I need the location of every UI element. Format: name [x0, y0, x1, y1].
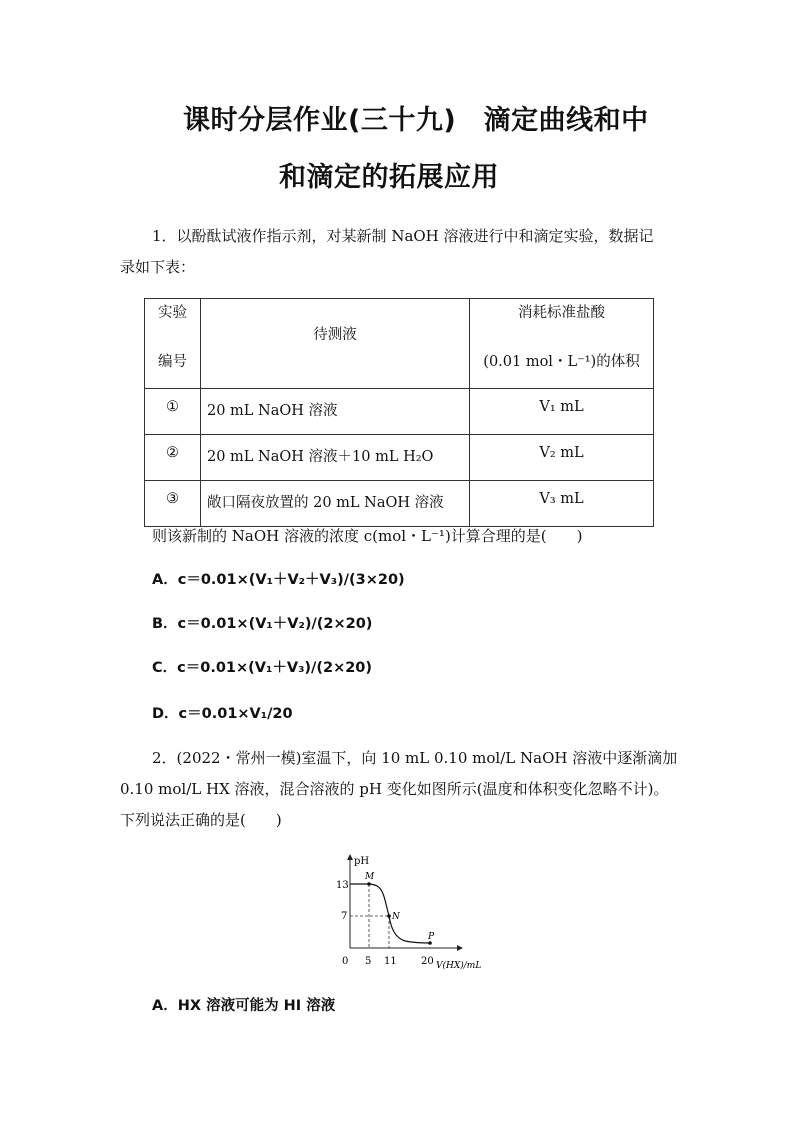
question-2-stem-line-2: 0.10 mol/L HX 溶液，混合溶液的 pH 变化如图所示(温度和体积变化忽略不计)。 [120, 780, 669, 798]
header-experiment-no [145, 299, 201, 389]
question-2-option-a: A．HX 溶液可能为 HI 溶液 [152, 998, 336, 1014]
row-1-volume: V₁ mL [539, 399, 584, 415]
option-c: C．c＝0.01×(V₁＋V₃)/(2×20) [152, 660, 373, 676]
header-volume-line-1: 消耗标准盐酸 [518, 305, 605, 321]
table-header-row [145, 299, 654, 389]
question-2-stem-line-1: 2．(2022・常州一模)室温下，向 10 mL 0.10 mol/L NaOH 溶液中逐渐滴加 [152, 749, 678, 767]
point-p-label: P [428, 932, 435, 942]
table-row [145, 435, 654, 481]
row-1-no: ① [166, 399, 179, 415]
point-m [367, 882, 371, 886]
option-a: A．c＝0.01×(V₁＋V₂＋V₃)/(3×20) [152, 572, 405, 588]
header-experiment-no-line-1: 实验 [158, 305, 187, 321]
question-1-stem-line-2: 录如下表： [120, 258, 196, 276]
point-m-label: M [365, 872, 375, 882]
header-sample [201, 299, 470, 389]
row-3-sample: 敞口隔夜放置的 20 mL NaOH 溶液 [207, 495, 444, 511]
row-3-no: ③ [166, 491, 179, 507]
table-row [145, 481, 654, 527]
x-axis-label: V(HX)/mL [436, 961, 482, 971]
option-d: D．c＝0.01×V₁/20 [152, 706, 293, 722]
page-title-line-1: 课时分层作业(三十九) 滴定曲线和中 [183, 105, 649, 136]
row-3-volume: V₃ mL [539, 491, 584, 507]
question-2-stem-line-3: 下列说法正确的是( ) [120, 811, 282, 829]
titration-curve [350, 884, 430, 943]
header-volume-line-2: (0.01 mol・L⁻¹)的体积 [483, 354, 640, 370]
y-tick-13: 13 [336, 880, 349, 891]
row-2-sample: 20 mL NaOH 溶液＋10 mL H₂O [207, 449, 434, 465]
header-volume [470, 299, 654, 389]
point-n [387, 914, 391, 918]
x-tick-11: 11 [384, 956, 397, 967]
option-b: B．c＝0.01×(V₁＋V₂)/(2×20) [152, 616, 373, 632]
row-2-no: ② [166, 445, 179, 461]
header-experiment-no-line-2: 编号 [158, 354, 187, 370]
y-axis-label: pH [354, 856, 370, 867]
y-tick-7: 7 [341, 911, 348, 922]
x-tick-20: 20 [421, 956, 434, 967]
origin-label: 0 [342, 956, 349, 967]
x-tick-5: 5 [365, 956, 372, 967]
point-n-label: N [392, 912, 400, 922]
question-1-stem-line-1: 1．以酚酞试液作指示剂，对某新制 NaOH 溶液进行中和滴定实验，数据记 [152, 227, 654, 245]
question-1-prompt: 则该新制的 NaOH 溶液的浓度 c(mol・L⁻¹)计算合理的是( ) [152, 527, 583, 545]
titration-data-table [144, 298, 654, 527]
page-title-line-2: 和滴定的拓展应用 [279, 162, 499, 193]
table-row [145, 389, 654, 435]
row-1-sample: 20 mL NaOH 溶液 [207, 403, 338, 419]
header-sample-label: 待测液 [313, 327, 357, 343]
titration-curve-graph [330, 850, 500, 975]
row-2-volume: V₂ mL [539, 445, 584, 461]
